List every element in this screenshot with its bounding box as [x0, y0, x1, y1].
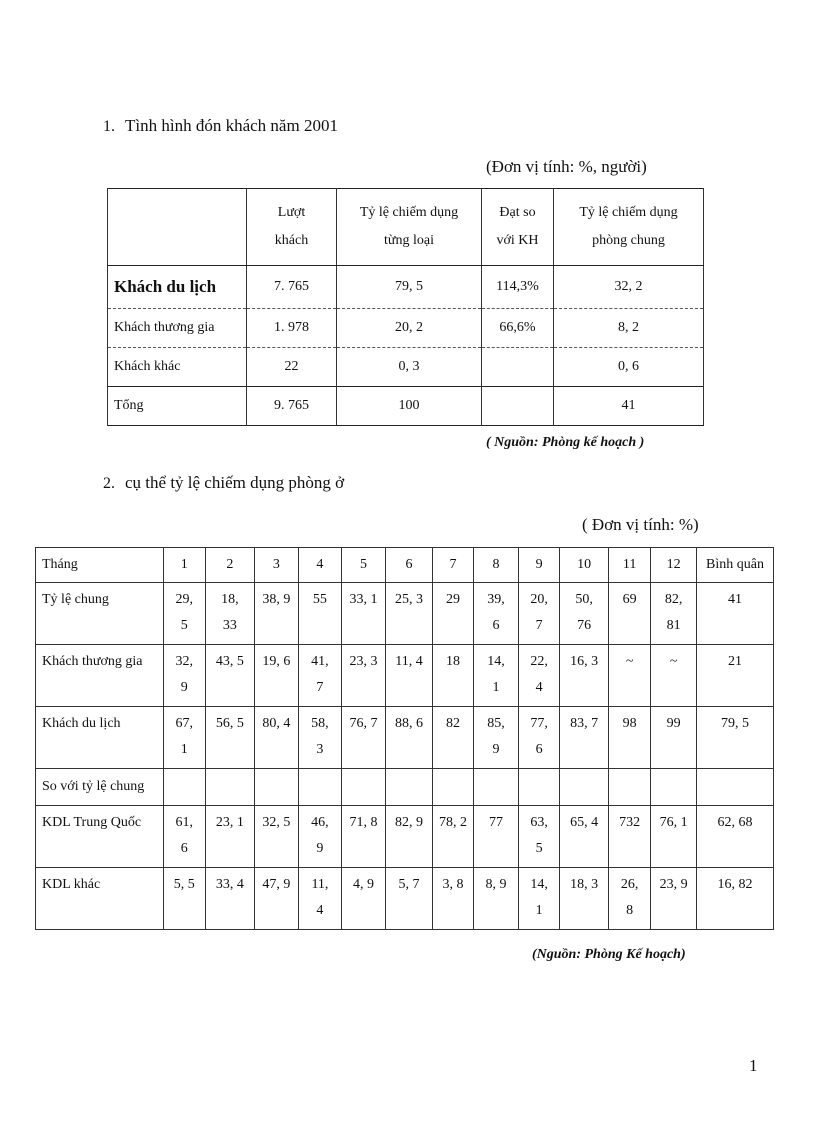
table-cell: 114,3% [482, 266, 554, 309]
section1-title: Tình hình đón khách năm 2001 [125, 116, 338, 135]
table-cell: 16, 3 [560, 645, 609, 707]
row-label: Tổng [108, 387, 247, 426]
monthly-occupancy-table [35, 547, 774, 930]
header-line: khách [274, 233, 309, 248]
table-cell [518, 769, 560, 806]
table-cell: 71, 8 [341, 806, 386, 868]
cell-line: 6 [180, 841, 188, 856]
table-cell: 16, 82 [696, 868, 773, 930]
table-header-row [36, 548, 774, 583]
table-cell: 99 [651, 707, 697, 769]
table-cell [163, 769, 206, 806]
table-cell [206, 583, 255, 645]
header-line: Tỷ lệ chiếm dụng [359, 205, 459, 220]
table-row [108, 266, 704, 309]
table-cell: 3, 8 [432, 868, 474, 930]
table-cell: 1. 978 [247, 309, 337, 348]
table-cell: 7. 765 [247, 266, 337, 309]
table-cell: 65, 4 [560, 806, 609, 868]
table-cell: 77 [474, 806, 519, 868]
header-line: phòng chung [592, 233, 665, 248]
cell-line: 26, [620, 877, 639, 892]
cell-line: 33 [222, 618, 237, 633]
table-cell: 5, 5 [163, 868, 206, 930]
column-header: Bình quân [696, 548, 773, 583]
cell-line: 29, [175, 592, 194, 607]
column-header: 11 [608, 548, 651, 583]
section2-number: 2. [103, 475, 115, 492]
column-header: 1 [163, 548, 206, 583]
cell-line: 39, [487, 592, 505, 607]
column-header [554, 189, 704, 266]
table-cell: 5, 7 [386, 868, 433, 930]
row-label: Khách khác [108, 348, 247, 387]
table-cell [163, 806, 206, 868]
row-label: Khách du lịch [36, 707, 164, 769]
table-cell: 79, 5 [337, 266, 482, 309]
table-cell [386, 769, 433, 806]
table-cell [482, 387, 554, 426]
column-header [337, 189, 482, 266]
cell-line: 76 [577, 618, 592, 633]
table-cell: 76, 1 [651, 806, 697, 868]
table-cell: ~ [651, 645, 697, 707]
table-cell: 8, 2 [554, 309, 704, 348]
cell-line: 6 [535, 742, 543, 757]
cell-line: 58, [311, 716, 329, 731]
section1-source: ( Nguồn: Phòng kế hoạch ) [486, 435, 645, 450]
table-cell: 23, 1 [206, 806, 255, 868]
cell-line: 9 [180, 680, 188, 695]
table-cell [651, 769, 697, 806]
table-cell: 38, 9 [254, 583, 299, 645]
table-row [36, 868, 774, 930]
table-cell: 66,6% [482, 309, 554, 348]
table-row [108, 309, 704, 348]
table-cell: 8, 9 [474, 868, 519, 930]
page-number: 1 [749, 1056, 758, 1075]
table-cell: 47, 9 [254, 868, 299, 930]
table-cell: 18, 3 [560, 868, 609, 930]
cell-line: 9 [492, 742, 500, 757]
column-header: 4 [299, 548, 342, 583]
table-cell [163, 583, 206, 645]
cell-line: 9 [316, 841, 324, 856]
table-cell [206, 769, 255, 806]
cell-line: 1 [492, 680, 500, 695]
cell-line: 77, [530, 716, 548, 731]
table-cell [560, 769, 609, 806]
table-cell [299, 769, 342, 806]
table-cell: 100 [337, 387, 482, 426]
table-cell: 21 [696, 645, 773, 707]
table-cell [254, 769, 299, 806]
cell-line: 1 [180, 742, 188, 757]
column-header [247, 189, 337, 266]
row-label: KDL khác [36, 868, 164, 930]
table-cell: 33, 4 [206, 868, 255, 930]
table-cell: 23, 3 [341, 645, 386, 707]
cell-line: 5 [180, 618, 188, 633]
table-cell [163, 645, 206, 707]
table-cell: 9. 765 [247, 387, 337, 426]
table-cell [608, 868, 651, 930]
cell-line: 41, [311, 654, 329, 669]
cell-line: 7 [535, 618, 543, 633]
table-cell: 78, 2 [432, 806, 474, 868]
table-cell [696, 769, 773, 806]
table-cell [560, 583, 609, 645]
table-cell [518, 806, 560, 868]
column-header: 5 [341, 548, 386, 583]
header-line: với KH [496, 233, 539, 248]
section2-unit: ( Đơn vị tính: %) [582, 515, 699, 534]
header-line: Tỷ lệ chiếm dụng [579, 205, 678, 220]
table-row [36, 769, 774, 806]
table-cell [518, 645, 560, 707]
table-cell: 41 [696, 583, 773, 645]
table-cell: 732 [608, 806, 651, 868]
table-cell: 11, 4 [386, 645, 433, 707]
cell-line: 11, [311, 877, 329, 892]
section1-number: 1. [103, 118, 115, 135]
cell-line: 3 [316, 742, 324, 757]
section1-heading [103, 116, 338, 136]
table-row [108, 348, 704, 387]
cell-line: 32, [175, 654, 194, 669]
cell-line: 8 [626, 903, 634, 918]
table-cell [474, 583, 519, 645]
table-cell: 88, 6 [386, 707, 433, 769]
row-label: Khách thương gia [36, 645, 164, 707]
row-label: Tỷ lệ chung [36, 583, 164, 645]
table-cell [474, 769, 519, 806]
table-cell [482, 348, 554, 387]
cell-line: 63, [530, 815, 548, 830]
table-cell: 0, 3 [337, 348, 482, 387]
column-header: 9 [518, 548, 560, 583]
table-cell [299, 707, 342, 769]
table-cell: 80, 4 [254, 707, 299, 769]
table-cell: 18 [432, 645, 474, 707]
table-row [36, 806, 774, 868]
cell-line: 6 [492, 618, 500, 633]
cell-line: 14, [487, 654, 505, 669]
cell-line: 61, [175, 815, 194, 830]
column-header: 3 [254, 548, 299, 583]
cell-line: 46, [311, 815, 329, 830]
section2-source: (Nguồn: Phòng Kế hoạch) [532, 947, 686, 962]
table-cell: 19, 6 [254, 645, 299, 707]
guest-summary-table [107, 188, 704, 426]
cell-line: 67, [175, 716, 194, 731]
table-cell: 22 [247, 348, 337, 387]
table-cell [341, 769, 386, 806]
cell-line: 20, [530, 592, 548, 607]
column-header: Tháng [36, 548, 164, 583]
table-cell [432, 769, 474, 806]
column-header: 8 [474, 548, 519, 583]
row-label: Khách thương gia [108, 309, 247, 348]
table-cell [299, 868, 342, 930]
cell-line: 4 [316, 903, 324, 918]
header-line: từng loại [384, 233, 434, 248]
table-cell: 43, 5 [206, 645, 255, 707]
cell-line: 5 [535, 841, 543, 856]
section1-unit: (Đơn vị tính: %, người) [486, 157, 647, 176]
column-header: 12 [651, 548, 697, 583]
table-cell: 25, 3 [386, 583, 433, 645]
table-cell: 29 [432, 583, 474, 645]
table-header-row [108, 189, 704, 266]
table-cell [474, 645, 519, 707]
table-cell: 82, 9 [386, 806, 433, 868]
table-row [36, 707, 774, 769]
table-cell: 82 [432, 707, 474, 769]
section2-heading [103, 473, 344, 493]
table-row [36, 583, 774, 645]
table-cell: 23, 9 [651, 868, 697, 930]
cell-line: 85, [487, 716, 505, 731]
table-row [36, 645, 774, 707]
cell-line: 7 [316, 680, 324, 695]
table-cell: ~ [608, 645, 651, 707]
table-cell: 32, 2 [554, 266, 704, 309]
column-header: 10 [560, 548, 609, 583]
cell-line: 81 [666, 618, 681, 633]
table-cell [518, 583, 560, 645]
row-label: KDL Trung Quốc [36, 806, 164, 868]
table-cell [608, 769, 651, 806]
table-cell: 32, 5 [254, 806, 299, 868]
table-cell: 62, 68 [696, 806, 773, 868]
row-label: Khách du lịch [108, 266, 247, 309]
table-cell: 0, 6 [554, 348, 704, 387]
table-cell [474, 707, 519, 769]
table-cell: 33, 1 [341, 583, 386, 645]
table-cell: 20, 2 [337, 309, 482, 348]
table-cell: 98 [608, 707, 651, 769]
table-cell: 83, 7 [560, 707, 609, 769]
table-row [108, 387, 704, 426]
column-header: 7 [432, 548, 474, 583]
cell-line: 4 [535, 680, 543, 695]
table-cell: 69 [608, 583, 651, 645]
table-cell [299, 645, 342, 707]
table-cell: 55 [299, 583, 342, 645]
header-line: Đạt so [499, 205, 536, 220]
column-header [108, 189, 247, 266]
table-cell [163, 707, 206, 769]
header-line: Lượt [277, 205, 306, 220]
table-cell: 41 [554, 387, 704, 426]
table-cell [299, 806, 342, 868]
table-cell: 4, 9 [341, 868, 386, 930]
table-cell [651, 583, 697, 645]
cell-line: 14, [530, 877, 548, 892]
table-cell: 79, 5 [696, 707, 773, 769]
cell-line: 18, [221, 592, 239, 607]
table-cell [518, 707, 560, 769]
cell-line: 1 [535, 903, 543, 918]
column-header [482, 189, 554, 266]
cell-line: 50, [575, 592, 593, 607]
table-cell [518, 868, 560, 930]
table-cell: 76, 7 [341, 707, 386, 769]
column-header: 2 [206, 548, 255, 583]
cell-line: 22, [530, 654, 548, 669]
column-header: 6 [386, 548, 433, 583]
cell-line: 82, [664, 592, 683, 607]
row-label: So với tỷ lệ chung [36, 769, 164, 806]
table-cell: 56, 5 [206, 707, 255, 769]
section2-title: cụ thể tỷ lệ chiếm dụng phòng ở [125, 473, 345, 492]
